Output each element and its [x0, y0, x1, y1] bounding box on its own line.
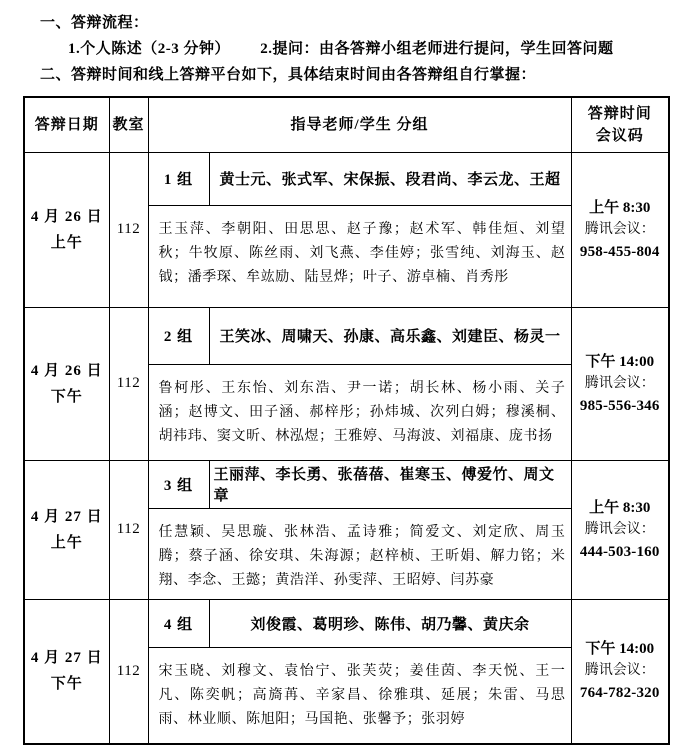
group-cell: [148, 307, 571, 460]
intro-section: [40, 10, 691, 88]
meeting-code: 764-782-320: [579, 685, 660, 702]
student-names: 任慧颖、吴思璇、张林浩、孟诗雅；简爱文、刘定欣、周玉腾；蔡子涵、徐安琪、朱海源；赵梓桢、王昕娟、解力铭；米翔、李念、王懿；黄浩洋、孙雯萍、王昭婷、闫苏豪: [158, 524, 566, 588]
classroom-cell: 112: [109, 152, 148, 307]
group-header-row: [149, 308, 571, 365]
date-line: 下午: [50, 388, 83, 405]
intro-item-personal-statement: 1.个人陈述（2-3 分钟）: [68, 41, 230, 57]
defense-date-cell: [24, 460, 109, 599]
group-header-row: [149, 600, 571, 648]
group-label: 1 组: [149, 153, 210, 205]
student-names: 王玉萍、李朝阳、田思思、赵子豫；赵术军、韩佳烜、刘望秋；牛牧原、陈丝雨、刘飞燕、李佳婷；张雪纯、刘海玉、赵钺；潘季琛、牟竑励、陆昱烨；叶子、游卓楠、肖秀彤: [158, 221, 566, 285]
advisor-names: 王丽萍、李长勇、张蓓蓓、崔寒玉、傅爱竹、周文章: [213, 467, 555, 504]
meeting-platform: 腾讯会议：: [584, 375, 655, 391]
meeting-time: 下午 14:00: [585, 641, 655, 658]
date-line: 4 月 26 日: [30, 362, 103, 379]
table-row: [24, 460, 669, 599]
header-advisor-student-group: 指导老师/学生 分组: [148, 97, 571, 152]
advisor-names: 刘俊霞、葛明珍、陈伟、胡乃馨、黄庆余: [250, 616, 530, 633]
meeting-cell: [571, 599, 669, 744]
classroom-cell: 112: [109, 599, 148, 744]
date-line: 4 月 27 日: [30, 650, 103, 667]
header-defense-date: 答辩日期: [24, 97, 109, 152]
intro-item-questions: 2.提问：由各答辩小组老师进行提问，学生回答问题: [260, 41, 614, 57]
defense-date-cell: [24, 307, 109, 460]
group-header-row: [149, 461, 571, 509]
meeting-code: 985-556-346: [579, 397, 660, 414]
meeting-cell: [571, 152, 669, 307]
meeting-time: 上午 8:30: [589, 199, 651, 216]
date-line: 4 月 26 日: [30, 208, 103, 225]
classroom-cell: 112: [109, 307, 148, 460]
meeting-time: 下午 14:00: [585, 353, 655, 370]
header-meeting-info: [571, 97, 669, 152]
group-header-row: [149, 153, 571, 206]
group-label: 3 组: [149, 461, 210, 508]
meeting-platform: 腾讯会议：: [584, 663, 655, 679]
defense-date-cell: [24, 599, 109, 744]
meeting-cell: [571, 460, 669, 599]
intro-line-2: [68, 36, 691, 62]
header-meeting-time: 答辩时间: [587, 105, 652, 122]
date-line: 4 月 27 日: [30, 508, 103, 525]
advisor-names: 王笑冰、周啸天、孙康、高乐鑫、刘建臣、杨灵一: [219, 329, 561, 345]
table-row: [24, 152, 669, 307]
defense-schedule-table: [23, 96, 670, 745]
student-names: 鲁柯彤、王东怡、刘东浩、尹一诺；胡长林、杨小雨、关子涵；赵博文、田子涵、郝梓彤；孙炜城、次列白姆；穆溪桐、胡祎玮、窦文昕、林泓煜；王雅婷、马海波、刘福康、庞书扬: [158, 380, 566, 444]
table-header-row: [24, 97, 669, 152]
meeting-code: 958-455-804: [579, 243, 660, 260]
classroom-cell: 112: [109, 460, 148, 599]
header-meeting-code: 会议码: [595, 127, 644, 144]
meeting-platform: 腾讯会议：: [584, 521, 655, 537]
meeting-time: 上午 8:30: [589, 499, 651, 516]
date-line: 上午: [50, 234, 83, 251]
intro-line-3: 二、答辩时间和线上答辩平台如下，具体结束时间由各答辩组自行掌握：: [40, 67, 537, 83]
advisor-names: 黄士元、张式军、宋保振、段君尚、李云龙、王超: [219, 172, 561, 188]
group-cell: [148, 152, 571, 307]
group-cell: [148, 460, 571, 599]
student-names: 宋玉晓、刘穆文、袁怡宁、张芙荧；姜佳茵、李天悦、王一凡、陈奕帆；高旖苒、辛家昌、徐雅琪、延展；朱雷、马思雨、林业顺、陈旭阳；马国艳、张馨予；张羽婷: [158, 663, 566, 727]
defense-date-cell: [24, 152, 109, 307]
meeting-platform: 腾讯会议：: [584, 221, 655, 237]
meeting-code: 444-503-160: [579, 543, 660, 560]
date-line: 上午: [50, 534, 83, 551]
group-label: 2 组: [149, 308, 210, 364]
table-row: [24, 307, 669, 460]
group-cell: [148, 599, 571, 744]
table-row: [24, 599, 669, 744]
date-line: 下午: [50, 676, 83, 693]
group-label: 4 组: [149, 600, 210, 647]
intro-line-1: 一、答辩流程：: [40, 15, 149, 31]
header-classroom: 教室: [109, 97, 148, 152]
meeting-cell: [571, 307, 669, 460]
